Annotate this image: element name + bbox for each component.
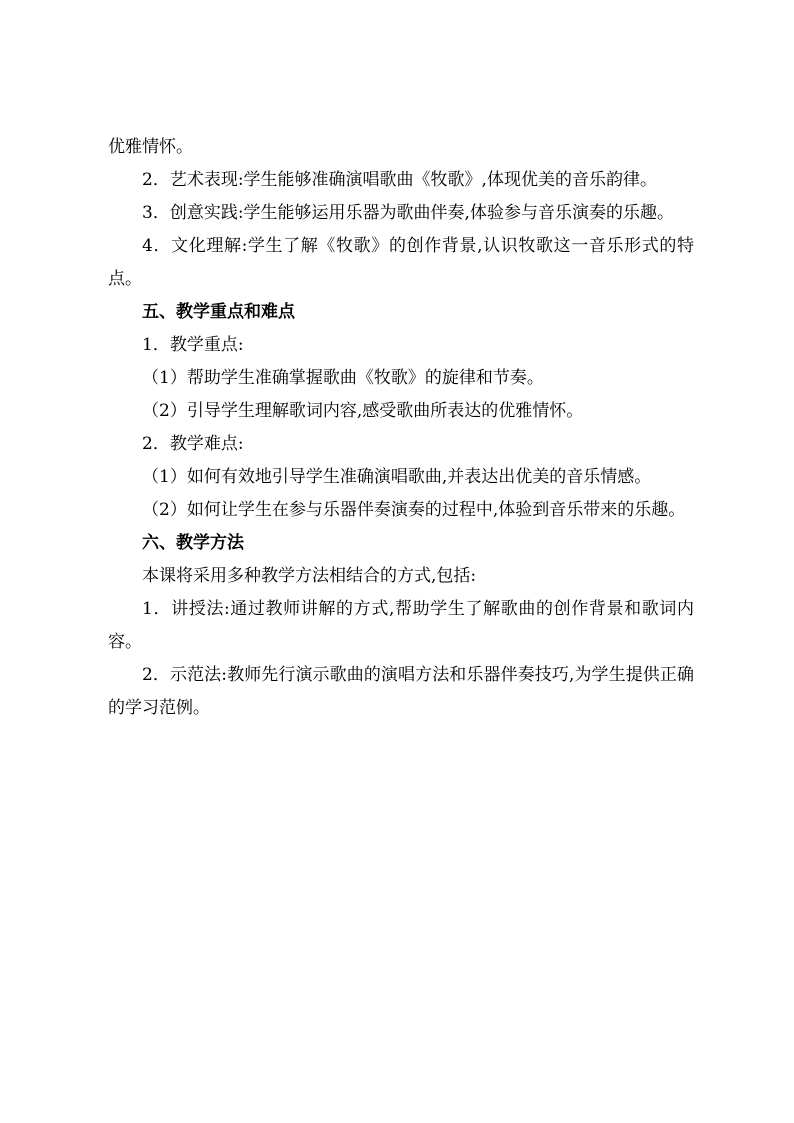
paragraph-key-point-1: （1）帮助学生准确掌握歌曲《牧歌》的旋律和节奏。 [142,368,544,388]
paragraph-artistic-expression: 2．艺术表现:学生能够准确演唱歌曲《牧歌》,体现优美的音乐韵律。 [142,170,657,190]
paragraph-key-point-2: （2）引导学生理解歌词内容,感受歌曲所表达的优雅情怀。 [142,401,584,421]
paragraph-key-points-label: 1．教学重点: [142,335,244,355]
paragraph-methods-intro: 本课将采用多种教学方法相结合的方式,包括: [142,566,477,586]
section-heading-teaching-methods: 六、教学方法 [142,533,244,553]
paragraph-cultural-understanding: 4．文化理解:学生了解《牧歌》的创作背景,认识牧歌这一音乐形式的特点。 [108,236,694,289]
paragraph-lecture-method: 1．讲授法:通过教师讲解的方式,帮助学生了解歌曲的创作背景和歌词内容。 [108,599,694,652]
document-page [108,131,694,725]
paragraph-continuation: 优雅情怀。 [108,137,193,157]
paragraph-difficulty-1: （1）如何有效地引导学生准确演唱歌曲,并表达出优美的音乐情感。 [142,467,652,487]
paragraph-difficulties-label: 2．教学难点: [142,434,244,454]
paragraph-difficulty-2: （2）如何让学生在参与乐器伴奏演奏的过程中,体验到音乐带来的乐趣。 [142,500,686,520]
paragraph-creative-practice: 3．创意实践:学生能够运用乐器为歌曲伴奏,体验参与音乐演奏的乐趣。 [142,203,674,223]
section-heading-key-points: 五、教学重点和难点 [142,302,295,322]
paragraph-demonstration-method: 2．示范法:教师先行演示歌曲的演唱方法和乐器伴奏技巧,为学生提供正确的学习范例。 [108,665,694,718]
